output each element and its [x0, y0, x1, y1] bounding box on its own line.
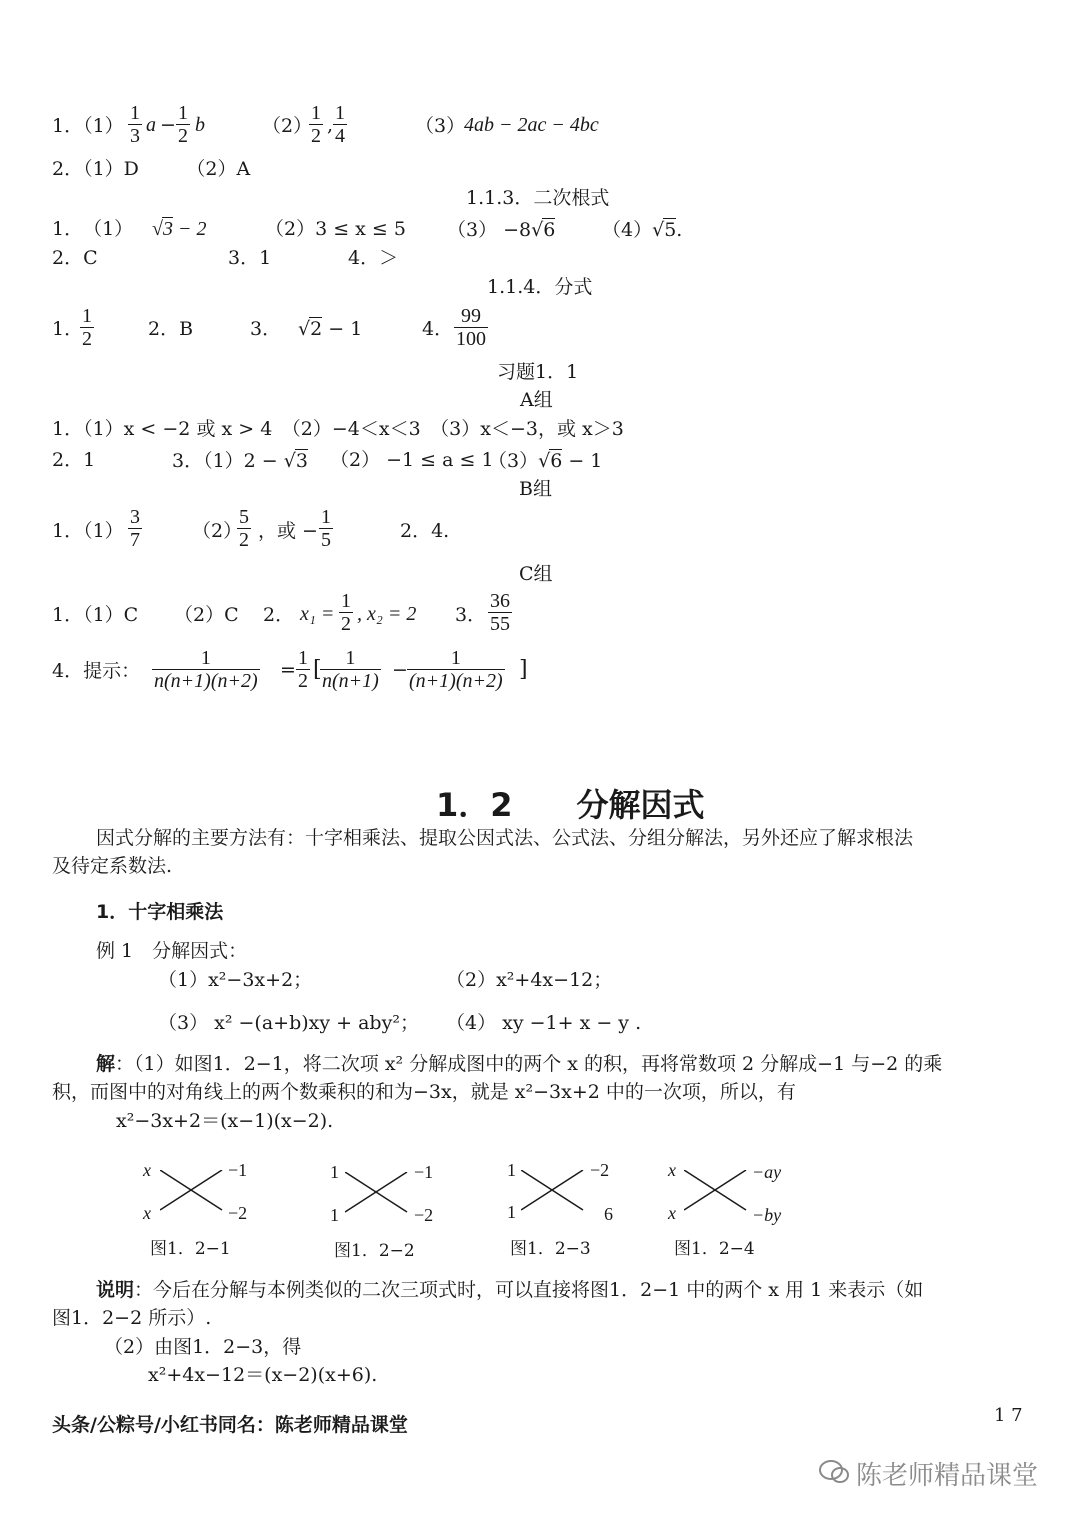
- fraction: 1 2: [311, 102, 321, 147]
- group-a-label: A组: [520, 389, 553, 411]
- note-line-2: 图1．2−2 所示）.: [52, 1307, 212, 1329]
- part-2-line: （2）由图1．2−3，得: [104, 1336, 302, 1358]
- answer-row-2: 2．（1）D （2）A: [52, 158, 251, 180]
- solution-line-2: 积，而图中的对角线上的两个数乘积的和为−3x，就是 x²−3x+2 中的一次项，所以，有: [52, 1081, 796, 1103]
- example-1-item-2: （2）x²+4x−12；: [446, 969, 613, 991]
- fraction: 5 2: [239, 506, 249, 551]
- cross-lines: [684, 1170, 748, 1212]
- part-2-equation: x²+4x−12＝(x−2)(x+6).: [148, 1364, 378, 1386]
- fraction: 3 7: [130, 506, 140, 551]
- exercise-title: 习题1．1: [497, 361, 579, 383]
- page-number: 1 7: [994, 1405, 1023, 1426]
- fraction: 1 n(n+1): [322, 647, 379, 692]
- fraction: 36 55: [490, 590, 510, 635]
- answer-row-6: 1．（1）x < −2 或 x > 4 （2）−4＜x＜3 （3）x＜−3，或 x＞3: [52, 418, 624, 440]
- fraction: 1 5: [321, 506, 331, 551]
- cross-lines: [160, 1170, 224, 1212]
- fraction: 1 3: [130, 102, 140, 147]
- intro-line-2: 及待定系数法.: [52, 855, 173, 877]
- example-1-item-1: （1）x²−3x+2；: [158, 969, 313, 991]
- fraction: 1 2: [82, 305, 92, 350]
- cross-lines: [521, 1170, 585, 1212]
- cross-lines: [345, 1172, 409, 1214]
- example-1-item-4: （4） xy −1+ x − y .: [446, 1012, 642, 1034]
- intro-line-1: 因式分解的主要方法有：十字相乘法、提取公因式法、公式法、分组分解法，另外还应了解求根法: [96, 827, 914, 849]
- section-title: 1．2 分解因式: [436, 786, 705, 824]
- heading-1-1-3: 1.1.3．二次根式: [466, 187, 610, 209]
- note-line-1: 说明：今后在分解与本例类似的二次三项式时，可以直接将图1．2−1 中的两个 x 用 1 来表示（如: [96, 1279, 924, 1301]
- fraction: 1 4: [335, 102, 345, 147]
- fraction: 1 (n+1)(n+2): [409, 647, 503, 692]
- group-b-label: B组: [519, 478, 552, 500]
- fraction: 1 2: [178, 102, 188, 147]
- example-1-item-3: （3） x² −(a+b)xy + aby²；: [158, 1012, 419, 1034]
- group-c-label: C组: [519, 563, 553, 585]
- heading-1-1-4: 1.1.4．分式: [487, 276, 593, 298]
- solution-line-1: 解：（1）如图1．2−1，将二次项 x² 分解成图中的两个 x 的积，再将常数项 2 分解成−1 与−2 的乘: [96, 1053, 943, 1075]
- fraction: 99 100: [456, 305, 486, 350]
- solution-equation: x²−3x+2＝(x−1)(x−2).: [116, 1110, 334, 1132]
- subsection-cross-method: 1．十字相乘法: [96, 901, 224, 923]
- fraction: 1 2: [298, 647, 308, 692]
- fraction: 1 2: [341, 590, 351, 635]
- wechat-icon: [818, 1458, 850, 1486]
- example-1-label: 例 1 分解因式：: [96, 940, 248, 962]
- fraction: 1 n(n+1)(n+2): [154, 647, 258, 692]
- footer-source: 头条/公粽号/小红书同名：陈老师精品课堂: [52, 1414, 408, 1436]
